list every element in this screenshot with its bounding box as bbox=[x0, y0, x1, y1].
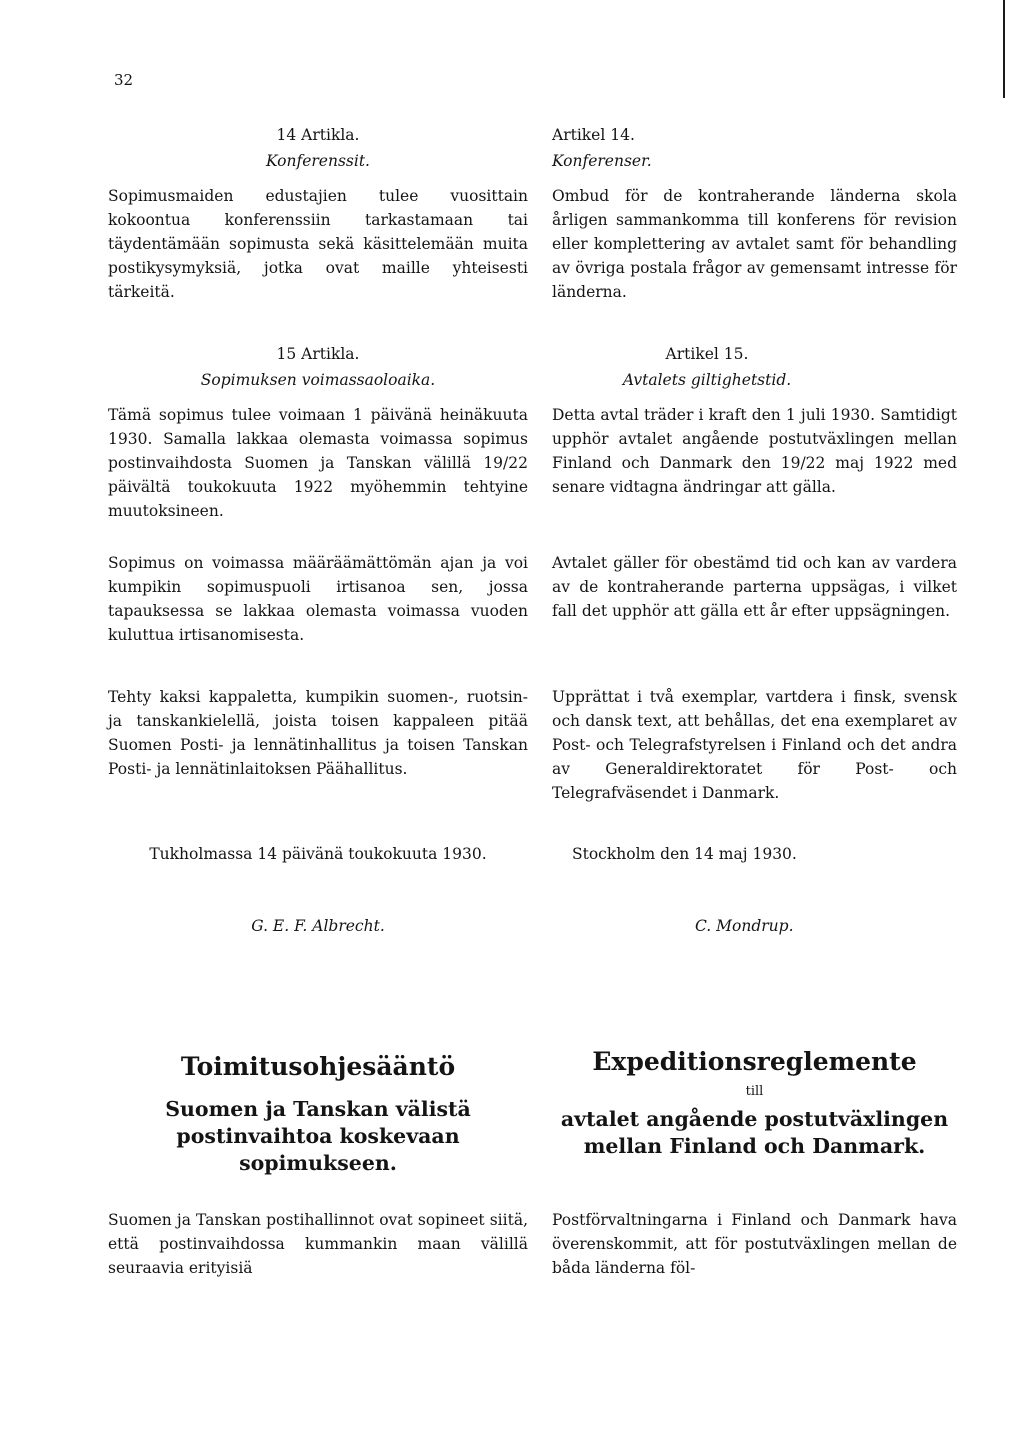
right-art15-subheading: Avtalets giltighetstid. bbox=[622, 371, 792, 389]
right-art15-body2: Avtalet gäller för obestämd tid och kan av vardera av de kontraherande parterna uppsägas, i vilket fall det upphör att gälla ett år efter uppsägningen. bbox=[552, 554, 957, 620]
right-place-date: Stockholm den 14 maj 1930. bbox=[572, 845, 797, 863]
left-signature: G. E. F. Albrecht. bbox=[251, 917, 385, 935]
left-place-date: Tukholmassa 14 päivänä toukokuuta 1930. bbox=[149, 845, 487, 863]
right-signature: C. Mondrup. bbox=[695, 917, 794, 935]
left-art15-heading: 15 Artikla. bbox=[276, 345, 360, 363]
right-till: till bbox=[745, 1084, 764, 1099]
margin-rule bbox=[1003, 0, 1005, 98]
left-subtitle: Suomen ja Tanskan välistä postinvaihtoa koskevaan sopimukseen. bbox=[165, 1097, 471, 1175]
left-art14-subheading: Konferenssit. bbox=[266, 152, 370, 170]
left-art15-body2: Sopimus on voimassa määräämättömän ajan ja voi kumpikin sopimuspuoli irtisanoa sen, jossa tapauksessa se lakkaa olemasta voimassa vuoden kuluttua irtisanomisesta. bbox=[108, 554, 528, 644]
right-title: Expeditionsreglemente bbox=[592, 1047, 917, 1076]
left-title: Toimitusohjesääntö bbox=[180, 1052, 456, 1081]
right-intro: Postförvaltningarna i Finland och Danmark hava överenskommit, att för postutväxlingen mellan de båda länderna föl- bbox=[552, 1211, 957, 1277]
left-art15-body1: Tämä sopimus tulee voimaan 1 päivänä heinäkuuta 1930. Samalla lakkaa olemasta voimassa sopimus postinvaihdosta Suomen ja Tanskan välillä 19/22 päivältä toukokuuta 1922 myöhemmin tehtyine muutoksineen. bbox=[108, 406, 528, 520]
right-closing: Upprättat i två exemplar, vartdera i finsk, svensk och dansk text, att behållas, det ena exemplaret av Post- och Telegrafstyrelsen i Finland och det andra av Generaldirektoratet för Post- och Telegrafväsendet i Danmark. bbox=[552, 688, 957, 802]
right-subtitle: avtalet angående postutväxlingen mellan Finland och Danmark. bbox=[560, 1107, 949, 1158]
left-art15-subheading: Sopimuksen voimassaoloaika. bbox=[200, 371, 436, 389]
left-art14-body: Sopimusmaiden edustajien tulee vuosittain kokoontua konferenssiin tarkastamaan tai täydentämään sopimusta sekä käsittelemään muita postikysymyksiä, jotka ovat maille yhteisesti tärkeitä. bbox=[108, 187, 528, 301]
left-intro: Suomen ja Tanskan postihallinnot ovat sopineet siitä, että postinvaihdossa kummankin maan välillä seuraavia erityisiä bbox=[108, 1211, 528, 1277]
right-art14-subheading: Konferenser. bbox=[552, 152, 652, 170]
right-art14-heading: Artikel 14. bbox=[552, 126, 635, 144]
right-art15-heading: Artikel 15. bbox=[665, 345, 749, 363]
left-closing: Tehty kaksi kappaletta, kumpikin suomen-, ruotsin- ja tanskankielellä, joista toisen kappaleen pitää Suomen Posti- ja lennätinhallitus ja toisen Tanskan Posti- ja lennätinlaitoksen Päähallitus. bbox=[108, 688, 528, 778]
right-art15-body1: Detta avtal träder i kraft den 1 juli 1930. Samtidigt upphör avtalet angående postutväxlingen mellan Finland och Danmark den 19/22 maj 1922 med senare vidtagna ändringar att gälla. bbox=[552, 406, 957, 496]
left-art14-heading: 14 Artikla. bbox=[276, 126, 360, 144]
page-number: 32 bbox=[114, 71, 134, 89]
right-art14-body: Ombud för de kontraherande länderna skola årligen sammankomma till konferens för revision eller komplettering av avtalet samt för behandling av övriga postala frågor av gemensamt intresse för länderna. bbox=[552, 187, 957, 301]
